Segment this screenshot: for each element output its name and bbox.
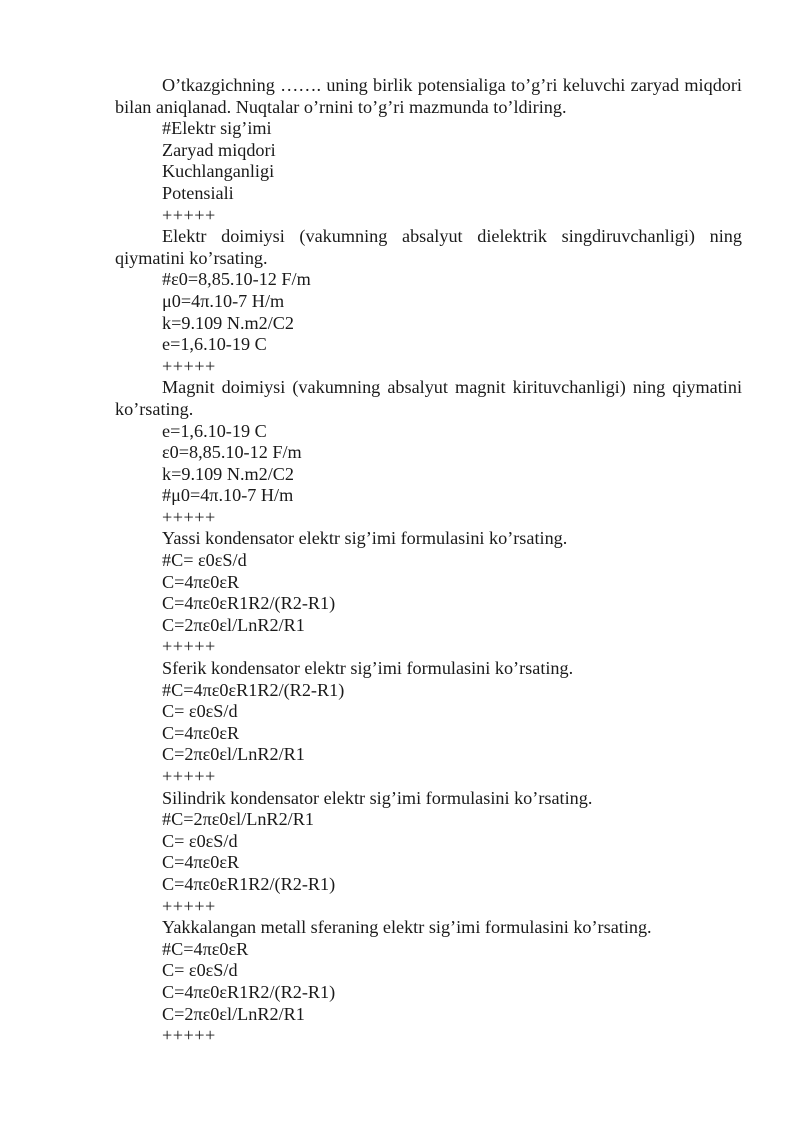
answer-option: #C= ε0εS/d xyxy=(162,550,247,571)
question-block xyxy=(115,917,742,1047)
answer-option: C=4πε0εR xyxy=(162,722,240,743)
answer-option: Kuchlanganligi xyxy=(162,161,275,182)
question-block xyxy=(115,658,742,788)
answer-option: C=2πε0εl/LnR2/R1 xyxy=(162,614,305,635)
answer-option: μ0=4π.10-7 H/m xyxy=(162,290,285,311)
answer-option: C=4πε0εR1R2/(R2-R1) xyxy=(162,593,336,614)
question-separator: +++++ xyxy=(162,506,216,527)
question-separator: +++++ xyxy=(162,895,216,916)
question-separator: +++++ xyxy=(162,355,216,376)
answer-option: C= ε0εS/d xyxy=(162,830,238,851)
answer-option: #C=4πε0εR xyxy=(162,938,249,959)
answer-option: C= ε0εS/d xyxy=(162,701,238,722)
answer-option: Potensiali xyxy=(162,182,234,203)
answer-option: #ε0=8,85.10-12 F/m xyxy=(162,269,311,290)
question-text: Elektr doimiysi (vakumning absalyut dielektrik singdiruvchanligi) ning qiymatini ko’rsating. xyxy=(115,226,742,268)
answer-option: #Elektr sig’imi xyxy=(162,118,272,139)
answer-option: C= ε0εS/d xyxy=(162,960,238,981)
question-block xyxy=(115,75,742,226)
answer-option: Zaryad miqdori xyxy=(162,139,276,160)
answer-option: k=9.109 N.m2/C2 xyxy=(162,463,295,484)
answer-option: C=4πε0εR1R2/(R2-R1) xyxy=(162,873,336,894)
answer-option: C=2πε0εl/LnR2/R1 xyxy=(162,744,305,765)
answer-option: e=1,6.10-19 C xyxy=(162,420,267,441)
question-text: Silindrik kondensator elektr sig’imi formulasini ko’rsating. xyxy=(162,787,593,808)
answer-option: e=1,6.10-19 C xyxy=(162,334,267,355)
answer-option: #C=4πε0εR1R2/(R2-R1) xyxy=(162,679,345,700)
question-separator: +++++ xyxy=(162,1025,216,1046)
answer-option: C=4πε0εR xyxy=(162,852,240,873)
question-text: Sferik kondensator elektr sig’imi formulasini ko’rsating. xyxy=(162,658,574,679)
answer-option: C=4πε0εR xyxy=(162,571,240,592)
question-text: Magnit doimiysi (vakumning absalyut magnit kirituvchanligi) ning qiymatini ko’rsating. xyxy=(115,377,742,419)
question-text: O’tkazgichning ……. uning birlik potensialiga to’g’ri keluvchi zaryad miqdori bilan aniqlanad. Nuqtalar o’rnini to’g’ri mazmunda to’ldiring. xyxy=(115,75,742,117)
question-block xyxy=(115,226,742,377)
answer-option: k=9.109 N.m2/C2 xyxy=(162,312,295,333)
answer-option: #μ0=4π.10-7 H/m xyxy=(162,485,294,506)
question-text: Yakkalangan metall sferaning elektr sig’imi formulasini ko’rsating. xyxy=(162,917,652,938)
question-block xyxy=(115,788,742,918)
question-separator: +++++ xyxy=(162,766,216,786)
question-block xyxy=(115,377,742,528)
answer-option: C=2πε0εl/LnR2/R1 xyxy=(162,1003,305,1024)
question-text: Yassi kondensator elektr sig’imi formulasini ko’rsating. xyxy=(162,528,568,549)
question-separator: +++++ xyxy=(162,204,216,225)
question-separator: +++++ xyxy=(162,636,216,657)
answer-option: ε0=8,85.10-12 F/m xyxy=(162,442,302,463)
answer-option: #C=2πε0εl/LnR2/R1 xyxy=(162,809,314,830)
answer-option: C=4πε0εR1R2/(R2-R1) xyxy=(162,981,336,1002)
question-block xyxy=(115,528,742,658)
